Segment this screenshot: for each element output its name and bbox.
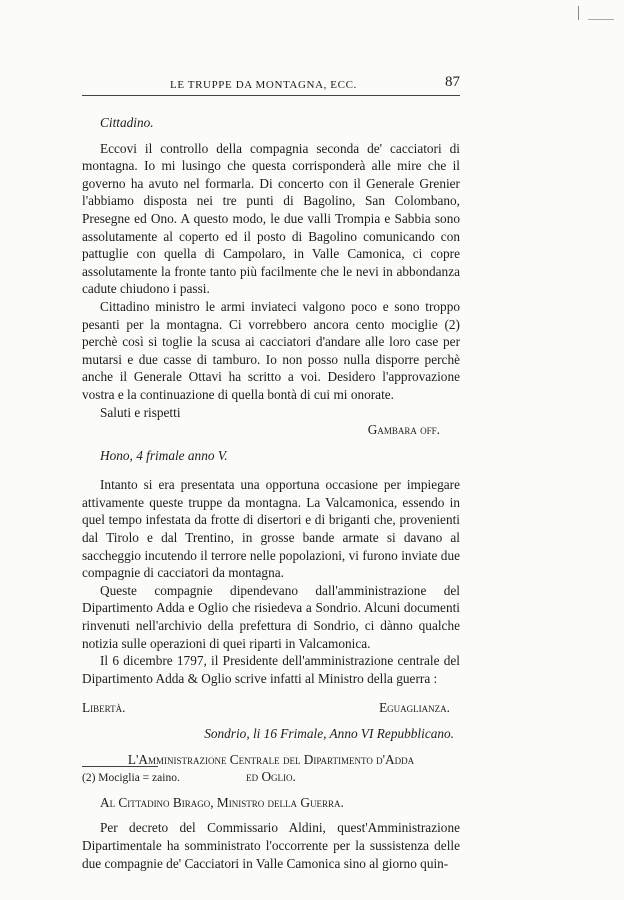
- letter-closing: Saluti e rispetti: [100, 404, 181, 420]
- page-number: 87: [445, 74, 460, 90]
- motto-row: [82, 699, 460, 717]
- letter-paragraph: Eccovi il controllo della compagnia seconda de' cacciatori di montagna. Io mi lusingo che questa corrisponderà alle mire che il governo ha avuto nel formarla. Di concerto con il Generale Grenier l'abbiamo disposta nei tre punti di Bagolino, San Colombano, Presegne ed Ono. A questo modo, le due valli Trompia e Sabbia sono assolutamente al coperto ed il posto di Bagolino comunicando con pattuglie con quella di Campolaro, in Valle Camonica, ci copre assolutamente la fronte tanto più facilmente che le nevi in abbondanza cadute chiudono i passi.: [82, 140, 460, 297]
- letter-sender: L'Amministrazione Centrale del Dipartimento d'Adda: [127, 751, 415, 767]
- letter-paragraph: Cittadino ministro le armi inviateci valgono poco e sono troppo pesanti per la montagna. Ci vorrebbero ancora cento mociglie (2) perchè così si toglie la scusa ai cacciatori d'andare alle loro case per mutarsi e due casse di tamburo. Io non posso nulla disporre perchè anche il Generale Ottavi ha scritto a voi. Desidero l'approvazione vostra e la continuazione di quella bontà di cui mi onorate.: [82, 298, 460, 402]
- narrative-paragraph: Il 6 dicembre 1797, il Presidente dell'amministrazione centrale del Dipartimento Adda & Oglio scrive infatti al Ministro della guerra :: [82, 653, 460, 686]
- running-header: [82, 74, 460, 96]
- scan-mark: [578, 6, 579, 20]
- letter-signature: Gambara off.: [367, 422, 440, 438]
- letter-salutation: Cittadino.: [100, 115, 154, 130]
- motto-left: Libertà.: [82, 700, 126, 716]
- narrative-paragraph: Queste compagnie dipendevano dall'amministrazione del Dipartimento Adda e Oglio che risiedeva a Sondrio. Alcuni documenti rinvenuti nell'archivio della prefettura di Sondrio, ci dànno qualche notizia sulle operazioni di quei riparti in Valcamonica.: [82, 582, 460, 651]
- footnote-rule: [82, 766, 158, 767]
- letter-addressee: Al Cittadino Birago, Ministro della Guerra.: [100, 794, 344, 810]
- scan-mark: [588, 19, 614, 20]
- header-rule: [82, 95, 460, 96]
- letter-sender: ed Oglio.: [246, 769, 296, 785]
- letter-paragraph: Per decreto del Commissario Aldini, quest'Amministrazione Dipartimentale ha somministrato l'occorrente per la sussistenza delle due compagnie de' Cacciatori in Valle Camonica sino al giorno quin-: [82, 820, 460, 871]
- motto-right: Eguaglianza.: [379, 700, 450, 716]
- body-text: [82, 114, 460, 872]
- narrative-paragraph: Intanto si era presentata una opportuna occasione per impiegare attivamente queste truppe da montagna. La Valcamonica, essendo in quel tempo infestata da frotte di disertori e di briganti che, provenienti dal Tirolo e dal Trentino, in grosse bande armate si davano al saccheggio incutendo il terrore nelle popolazioni, vi furono inviate due compagnie di cacciatori da montagna.: [82, 477, 460, 581]
- footnote: (2) Mociglia = zaino.: [82, 772, 180, 784]
- letter-dateline: Sondrio, li 16 Frimale, Anno VI Repubblicano.: [204, 726, 454, 741]
- running-title: LE TRUPPE DA MONTAGNA, ECC.: [170, 79, 357, 91]
- letter-dateline: Hono, 4 frimale anno V.: [100, 447, 228, 463]
